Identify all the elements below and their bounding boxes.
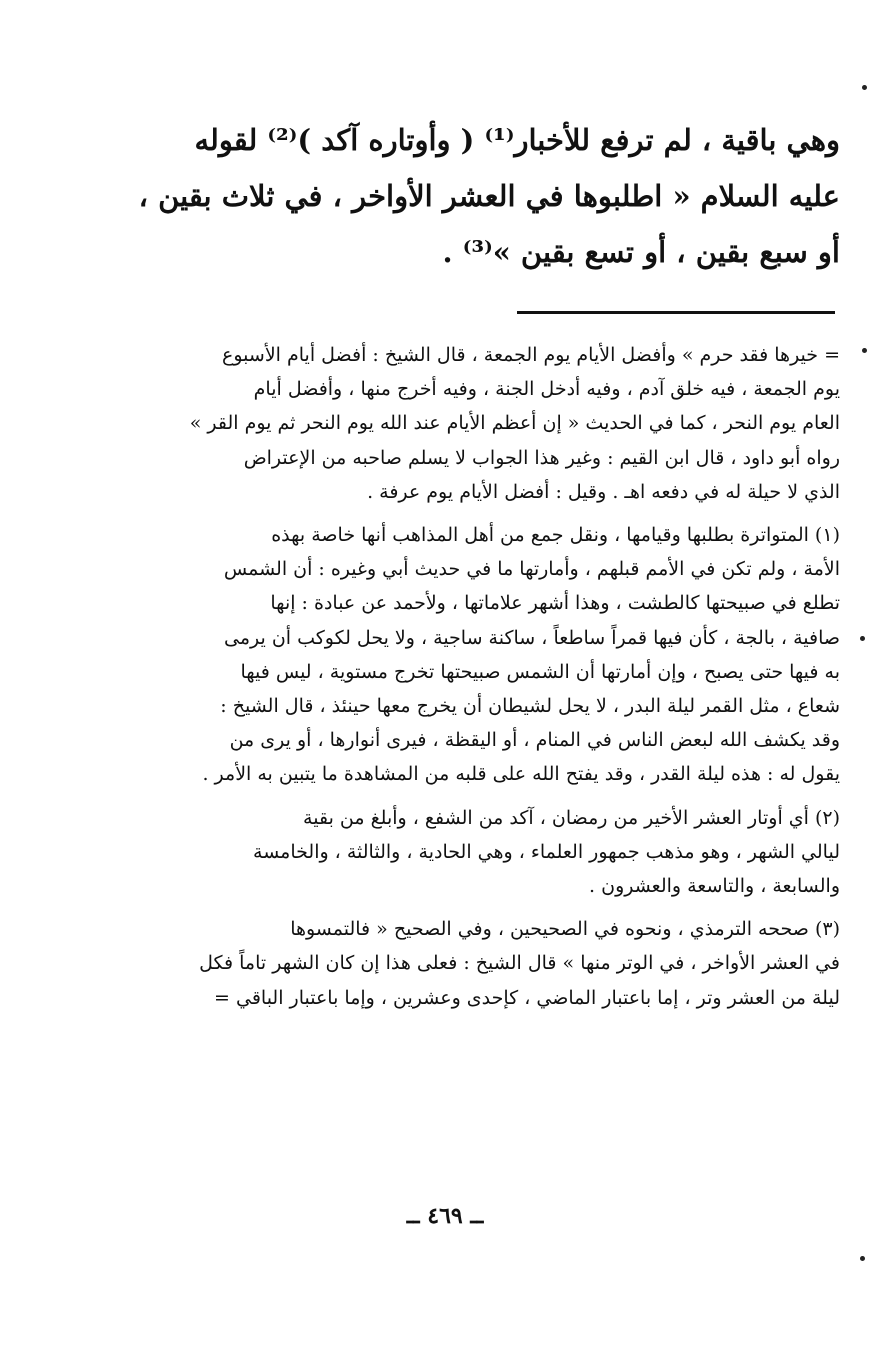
margin-dot [862,348,867,353]
footnotes [100,338,840,1024]
footnote-line: رواه أبو داود ، قال ابن القيم : وغير هذا الجواب لا يسلم صاحبه من الإعتراض [243,446,840,469]
footnote-separator [517,311,835,314]
footnote-line: ليلة من العشر وتر ، إما باعتبار الماضي ، كإحدى وعشرين ، وإما باعتبار الباقي = [214,986,840,1009]
footnote-line: (١) المتواترة بطلبها وقيامها ، ونقل جمع من أهل المذاهب أنها خاصة بهذه [271,524,840,547]
footnote-line: ليالي الشهر ، وهو مذهب جمهور العلماء ، وهي الحادية ، والثالثة ، والخامسة [253,840,840,863]
footnote-3 [100,912,840,1015]
footnote-line: (٣) صححه الترمذي ، ونحوه في الصحيحين ، وفي الصحيح « فالتمسوها [290,918,840,941]
footnote-line: الأمة ، ولم تكن في الأمم قبلهم ، وأمارتها ما في حديث أبي وغيره : أن الشمس [223,558,840,581]
footnote-line: صافية ، بالجة ، كأن فيها قمراً ساطعاً ، ساكنة ساجية ، ولا يحل لكوكب أن يرمى [224,626,840,649]
main-text-line: أو سبع بقين ، أو تسع بقين »⁽³⁾ . [442,235,840,269]
margin-dot [862,85,867,90]
margin-dot [860,1256,865,1261]
footnote-line: يقول له : هذه ليلة القدر ، وقد يفتح الله على قلبه من المشاهدة ما يتبين به الأمر . [202,763,840,786]
page-number: ــ ٤٦٩ ــ [406,1203,484,1229]
footnote-line: (٢) أي أوتار العشر الأخير من رمضان ، آكد من الشفع ، وأبلغ من بقية [303,806,840,829]
footnote-line: به فيها حتى يصبح ، وإن أمارتها أن الشمس صبيحتها تخرج مستوية ، ليس فيها [240,660,840,683]
footnote-line: في العشر الأواخر ، في الوتر منها » قال الشيخ : فعلى هذا إن كان الشهر تاماً فكل [199,952,840,975]
footnote-1 [100,518,840,792]
footnote-continuation [100,338,840,509]
margin-dot [860,636,865,641]
footnote-line: = خيرها فقد حرم » وأفضل الأيام يوم الجمعة ، قال الشيخ : أفضل أيام الأسبوع [222,344,840,366]
main-text-line: وهي باقية ، لم ترفع للأخبار⁽¹⁾ ( وأوتاره آكد )⁽²⁾ لقوله [194,123,840,157]
footnote-line: تطلع في صبيحتها كالطشت ، وهذا أشهر علاماتها ، ولأحمد عن عبادة : إنها [270,592,840,615]
footnote-line: الذي لا حيلة له في دفعه اهـ . وقيل : أفضل الأيام يوم عرفة . [367,480,840,503]
main-text-line: عليه السلام « اطلبوها في العشر الأواخر ، في ثلاث بقين ، [138,179,840,213]
footnote-line: والسابعة ، والتاسعة والعشرون . [589,875,840,898]
footnote-line: يوم الجمعة ، فيه خلق آدم ، وفيه أدخل الجنة ، وفيه أخرج منها ، وأفضل أيام [253,378,840,401]
main-text [100,112,840,280]
footnote-2 [100,801,840,904]
footnote-line: العام يوم النحر ، كما في الحديث « إن أعظم الأيام عند الله يوم النحر ثم يوم القر » [189,412,840,435]
footnote-line: شعاع ، مثل القمر ليلة البدر ، لا يحل لشيطان أن يخرج معها حينئذ ، قال الشيخ : [220,695,840,718]
footnote-line: وقد يكشف الله لبعض الناس في المنام ، أو اليقظة ، فيرى أنوارها ، أو يرى من [229,729,840,752]
